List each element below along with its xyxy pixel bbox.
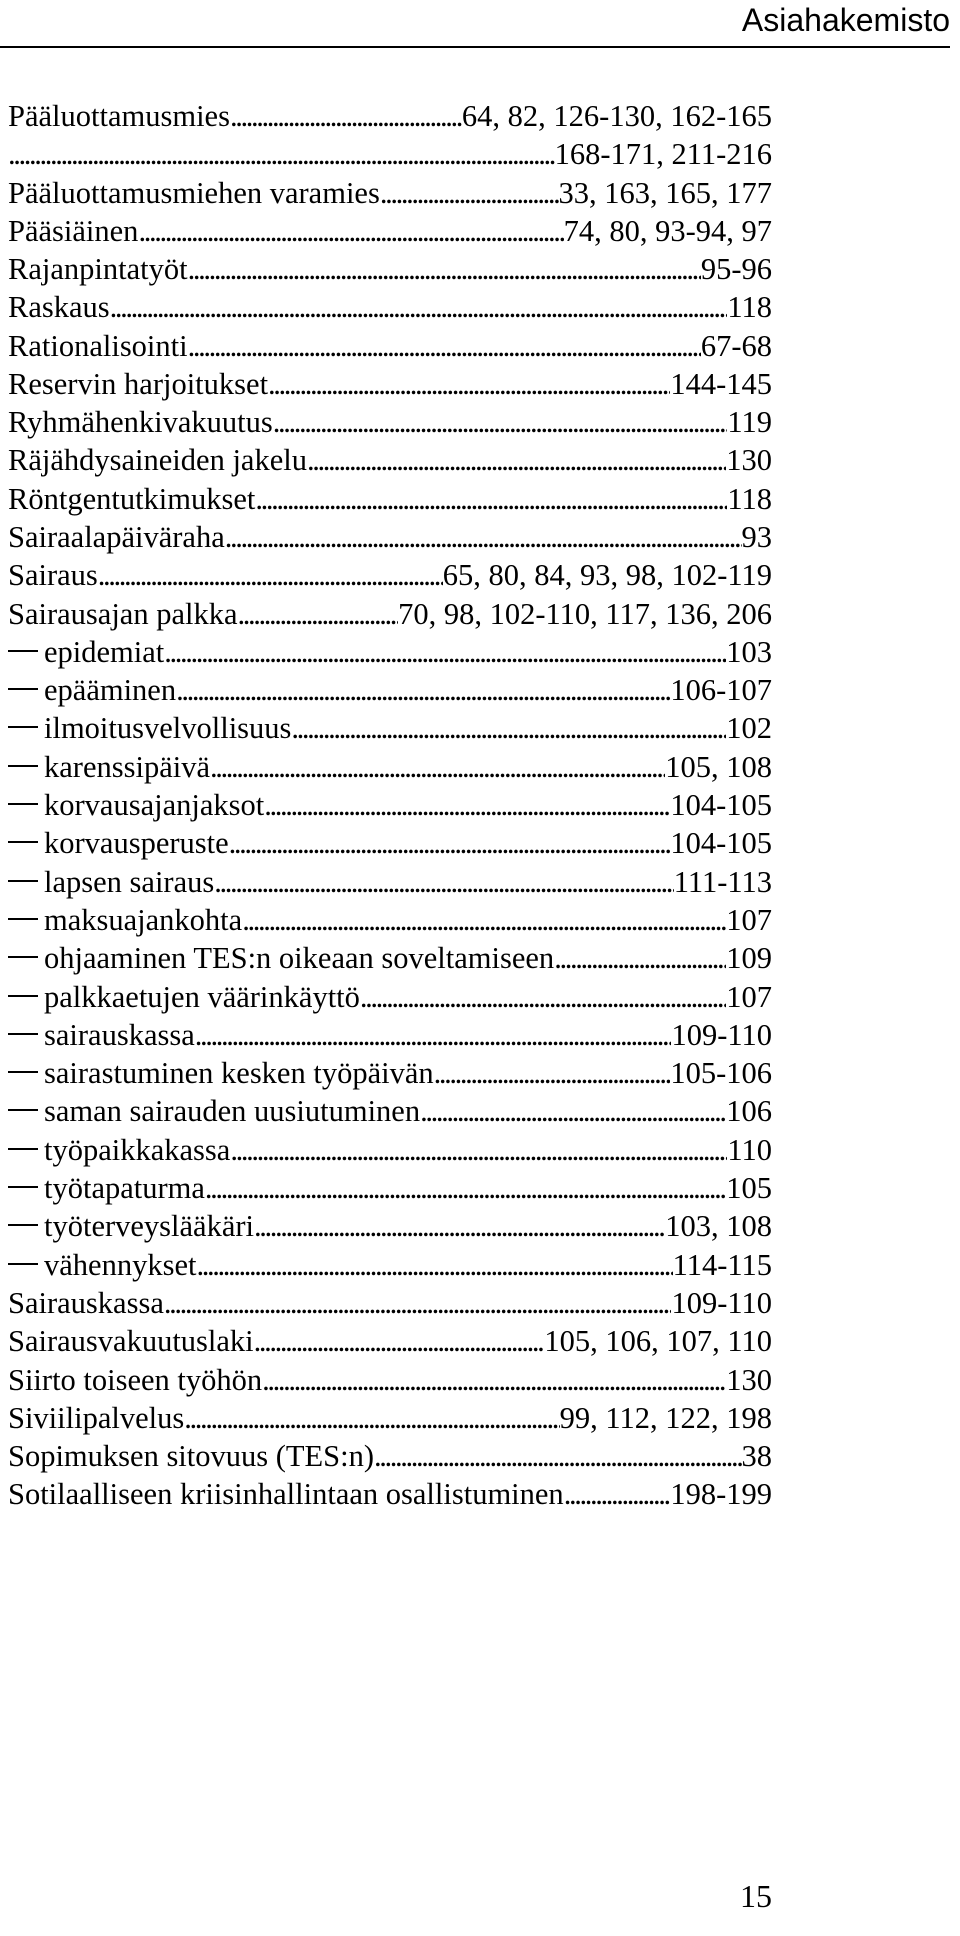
dot-leader — [254, 1207, 665, 1245]
subentry-dash — [8, 1071, 38, 1073]
index-pages: 104-105 — [670, 826, 772, 861]
index-pages: 168-171, 211-216 — [554, 137, 772, 172]
index-entry — [8, 518, 772, 556]
dot-leader — [554, 939, 726, 977]
subentry-dash — [8, 765, 38, 767]
dot-leader — [205, 1169, 726, 1207]
index-subentry — [8, 748, 772, 786]
index-entry — [8, 288, 772, 326]
index-entry — [8, 480, 772, 518]
subentry-dash — [8, 1148, 38, 1150]
index-entry — [8, 250, 772, 288]
index-pages: 67-68 — [700, 328, 772, 363]
index-subentry — [8, 863, 772, 901]
index-term: sairastuminen kesken työpäivän — [44, 1056, 434, 1091]
index-subentry — [8, 709, 772, 747]
index-group-p — [8, 97, 772, 250]
dot-leader — [98, 556, 443, 594]
index-pages: 64, 82, 126-130, 162-165 — [461, 99, 772, 133]
index-entry — [8, 1322, 772, 1360]
index-term: Rajanpintatyöt — [8, 252, 188, 286]
index-pages: 70, 98, 102-110, 117, 136, 206 — [398, 596, 772, 631]
dot-leader — [374, 1437, 741, 1475]
index-term: työterveyslääkäri — [44, 1209, 255, 1244]
index-pages: 102 — [726, 711, 772, 746]
index-term: palkkaetujen väärinkäyttö — [44, 979, 360, 1014]
index-term: Röntgentutkimukset — [8, 481, 256, 516]
index-pages: 95-96 — [700, 252, 772, 286]
index-term: karenssipäivä — [44, 749, 210, 784]
dot-leader — [434, 1054, 671, 1092]
index-pages: 118 — [727, 290, 772, 325]
dot-leader — [214, 863, 673, 901]
index-pages: 33, 163, 165, 177 — [558, 175, 772, 210]
index-term: korvausajanjaksot — [44, 788, 265, 823]
dot-leader — [262, 1361, 726, 1399]
index-pages: 74, 80, 93-94, 97 — [563, 213, 772, 248]
dot-leader — [225, 518, 742, 556]
index-pages: 105 — [726, 1171, 772, 1206]
dot-leader — [164, 1284, 672, 1322]
index-term: Sopimuksen sitovuus (TES:n) — [8, 1439, 375, 1474]
dot-leader — [164, 633, 726, 671]
subentry-dash — [8, 841, 38, 843]
index-pages: 144-145 — [670, 366, 772, 401]
index-pages: 130 — [726, 1362, 772, 1397]
dot-leader — [307, 441, 726, 479]
index-term: Sairaus — [8, 558, 98, 593]
subentry-dash — [8, 1033, 38, 1035]
dot-leader — [291, 709, 726, 747]
index-subentry — [8, 786, 772, 824]
index-pages: 198-199 — [670, 1477, 772, 1512]
index-subentry — [8, 633, 772, 671]
index-entry — [8, 1437, 772, 1475]
index-term: epidemiat — [44, 634, 165, 669]
dot-leader — [268, 365, 670, 403]
index-pages: 38 — [741, 1439, 772, 1474]
index-term: sairauskassa — [44, 1017, 195, 1052]
dot-leader — [254, 1322, 545, 1360]
index-subentry — [8, 1092, 772, 1130]
index-entry — [8, 1399, 772, 1437]
dot-leader — [564, 1475, 671, 1513]
index-term: työpaikkakassa — [44, 1132, 231, 1167]
index-pages: 109-110 — [671, 1285, 772, 1320]
index-subentry — [8, 1054, 772, 1092]
dot-leader — [229, 824, 671, 862]
index-pages: 103, 108 — [665, 1209, 772, 1244]
index-pages: 110 — [727, 1132, 772, 1167]
index-pages: 109-110 — [671, 1017, 772, 1052]
page-title: Asiahakemisto — [741, 2, 950, 38]
dot-leader — [230, 97, 462, 135]
index-group-r — [8, 250, 772, 518]
dot-leader — [196, 1246, 672, 1284]
subentry-dash — [8, 1186, 38, 1188]
dot-leader — [230, 1131, 727, 1169]
index-entry — [8, 1361, 772, 1399]
index-term: maksuajankohta — [44, 902, 243, 937]
index-term: epääminen — [44, 673, 177, 708]
dot-leader — [360, 978, 726, 1016]
index-entry — [8, 1475, 772, 1513]
index-pages: 105, 108 — [665, 749, 772, 784]
index-entry — [8, 595, 772, 633]
index-subentry — [8, 1246, 772, 1284]
index-term: Sairausajan palkka — [8, 596, 238, 631]
index-pages: 111-113 — [673, 864, 772, 899]
dot-leader — [273, 403, 728, 441]
index-term: ilmoitusvelvollisuus — [44, 711, 292, 746]
subentry-dash — [8, 650, 38, 652]
subentry-dash — [8, 1109, 38, 1111]
dot-leader — [242, 901, 726, 939]
index-subentry — [8, 824, 772, 862]
index-pages: 93 — [741, 520, 772, 554]
subentry-dash — [8, 688, 38, 690]
index-term: Siviilipalvelus — [8, 1400, 185, 1435]
index-subentry — [8, 671, 772, 709]
index-term: Siirto toiseen työhön — [8, 1362, 263, 1397]
index-pages: 106-107 — [670, 673, 772, 708]
index-term: työtapaturma — [44, 1171, 205, 1206]
dot-leader — [420, 1092, 726, 1130]
index-entry — [8, 135, 772, 173]
index-group-s — [8, 518, 772, 1514]
dot-leader — [255, 480, 727, 518]
index-pages: 119 — [727, 405, 772, 440]
subentry-dash — [8, 918, 38, 920]
subentry-dash — [8, 995, 38, 997]
index-term: saman sairauden uusiutuminen — [44, 1094, 421, 1129]
subentry-dash — [8, 726, 38, 728]
index-term: Sotilaalliseen kriisinhallintaan osallistuminen — [8, 1477, 564, 1512]
index-pages: 114-115 — [672, 1247, 772, 1282]
index-subentry — [8, 939, 772, 977]
index-term: Reservin harjoitukset — [8, 366, 269, 401]
dot-leader — [8, 135, 555, 173]
index-pages: 107 — [726, 979, 772, 1014]
dot-leader — [195, 1016, 672, 1054]
index-entry — [8, 97, 772, 135]
index-entry — [8, 174, 772, 212]
page-header — [0, 0, 950, 48]
index-entry — [8, 1284, 772, 1322]
index-term: korvausperuste — [44, 826, 229, 861]
index-pages: 103 — [726, 634, 772, 669]
index-entry — [8, 441, 772, 479]
index-term: vähennykset — [44, 1247, 197, 1282]
index-pages: 105, 106, 107, 110 — [544, 1324, 772, 1359]
index-pages: 106 — [726, 1094, 772, 1129]
index-pages: 65, 80, 84, 93, 98, 102-119 — [442, 558, 772, 593]
dot-leader — [110, 288, 728, 326]
index-entry — [8, 365, 772, 403]
index-subentry — [8, 1169, 772, 1207]
index-pages: 130 — [726, 443, 772, 478]
index-term: Sairaalapäiväraha — [8, 520, 225, 554]
dot-leader — [238, 595, 399, 633]
index-subentry — [8, 1131, 772, 1169]
subentry-dash — [8, 956, 38, 958]
index-subentry — [8, 1207, 772, 1245]
index-term: Ryhmähenkivakuutus — [8, 405, 273, 440]
index-term: Sairausvakuutuslaki — [8, 1324, 254, 1359]
index-subentry — [8, 978, 772, 1016]
dot-leader — [188, 250, 701, 288]
dot-leader — [380, 174, 559, 212]
index-term: Sairauskassa — [8, 1285, 164, 1320]
index-term: lapsen sairaus — [44, 864, 215, 899]
index-term: ohjaaminen TES:n oikeaan soveltamiseen — [44, 941, 555, 976]
index-term: Raskaus — [8, 290, 110, 325]
dot-leader — [138, 212, 563, 250]
index-entry — [8, 403, 772, 441]
subentry-dash — [8, 1263, 38, 1265]
index-term: Pääsiäinen — [8, 213, 139, 248]
index-pages: 99, 112, 122, 198 — [559, 1400, 772, 1435]
dot-leader — [188, 327, 701, 365]
index-term: Räjähdysaineiden jakelu — [8, 443, 307, 478]
dot-leader — [176, 671, 670, 709]
dot-leader — [210, 748, 665, 786]
index-subentry — [8, 901, 772, 939]
index-term: Pääluottamusmies — [8, 99, 230, 133]
page-number: 15 — [740, 1878, 772, 1914]
subentry-dash — [8, 803, 38, 805]
dot-leader — [184, 1399, 559, 1437]
subentry-dash — [8, 1224, 38, 1226]
index-term: Pääluottamusmiehen varamies — [8, 175, 380, 210]
index-entry — [8, 327, 772, 365]
index-term: Rationalisointi — [8, 328, 188, 363]
index-pages: 118 — [727, 481, 772, 516]
index-subentry — [8, 1016, 772, 1054]
index-pages: 109 — [726, 941, 772, 976]
index-pages: 107 — [726, 902, 772, 937]
dot-leader — [264, 786, 670, 824]
subentry-dash — [8, 880, 38, 882]
index-pages: 105-106 — [670, 1056, 772, 1091]
index-entry — [8, 212, 772, 250]
index-entry — [8, 556, 772, 594]
index-pages: 104-105 — [670, 788, 772, 823]
